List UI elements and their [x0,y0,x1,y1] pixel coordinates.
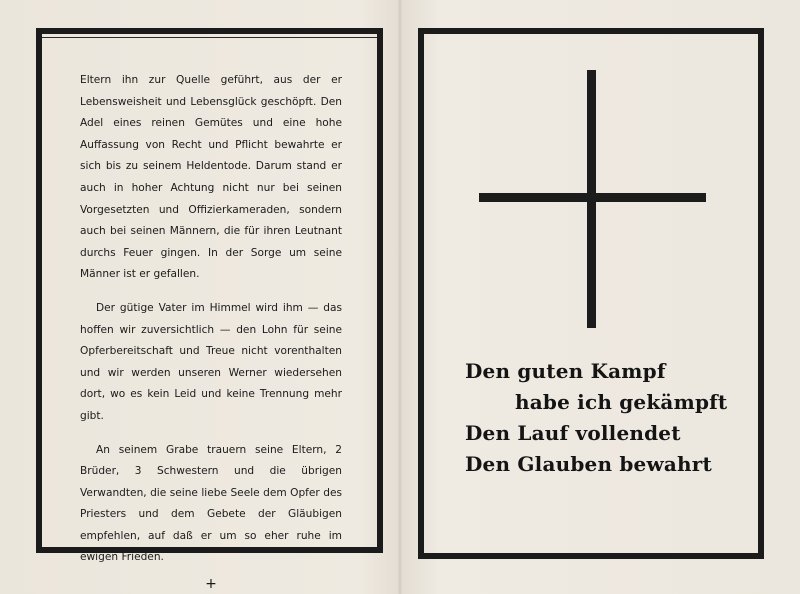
paragraph-character: Eltern ihn zur Quelle geführt, aus der er Lebensweisheit und Lebensglück geschöpft. Den Adel eines reinen Gemütes und eine hohe Auffassung von Recht und Pflicht bewahrte er sich bis zu seinem Heldentode. Darum stand er auch in hoher Achtung nicht nur bei seinen Vorgesetzten und Offizierkameraden, sondern auch bei seinen Männern, die für ihren Leutnant durchs Feuer gingen. In der Sorge um seine Männer ist er gefallen. [80,74,342,281]
small-cross-icon: + [205,576,217,593]
memorial-text [80,70,342,591]
paragraph-hope: Der gütige Vater im Himmel wird ihm — das hoffen wir zuversichtlich — den Lohn für seine Opferbereitschaft und Treue nicht vorenthalten und wir werden unseren Werner wiedersehen dort, wo es kein Leid und keine Trennung mehr gibt. [80,301,342,422]
center-fold [398,0,402,594]
verse-line-2: habe ich gekämpft [515,390,728,414]
scripture-verse [465,356,728,480]
verse-line-1: Den guten Kampf [465,359,666,383]
cross-horizontal-bar [479,193,706,202]
verse-line-3: Den Lauf vollendet [465,421,681,445]
verse-line-4: Den Glauben bewahrt [465,452,712,476]
paragraph-mourners: An seinem Grabe trauern seine Eltern, 2 Brüder, 3 Schwestern und die übrigen Verwandten, die seine liebe Seele dem Opfer des Priesters und dem Gebete der Gläubigen empfehlen, auf daß er um so eher ruhe im ewigen Frieden. [80,443,342,564]
